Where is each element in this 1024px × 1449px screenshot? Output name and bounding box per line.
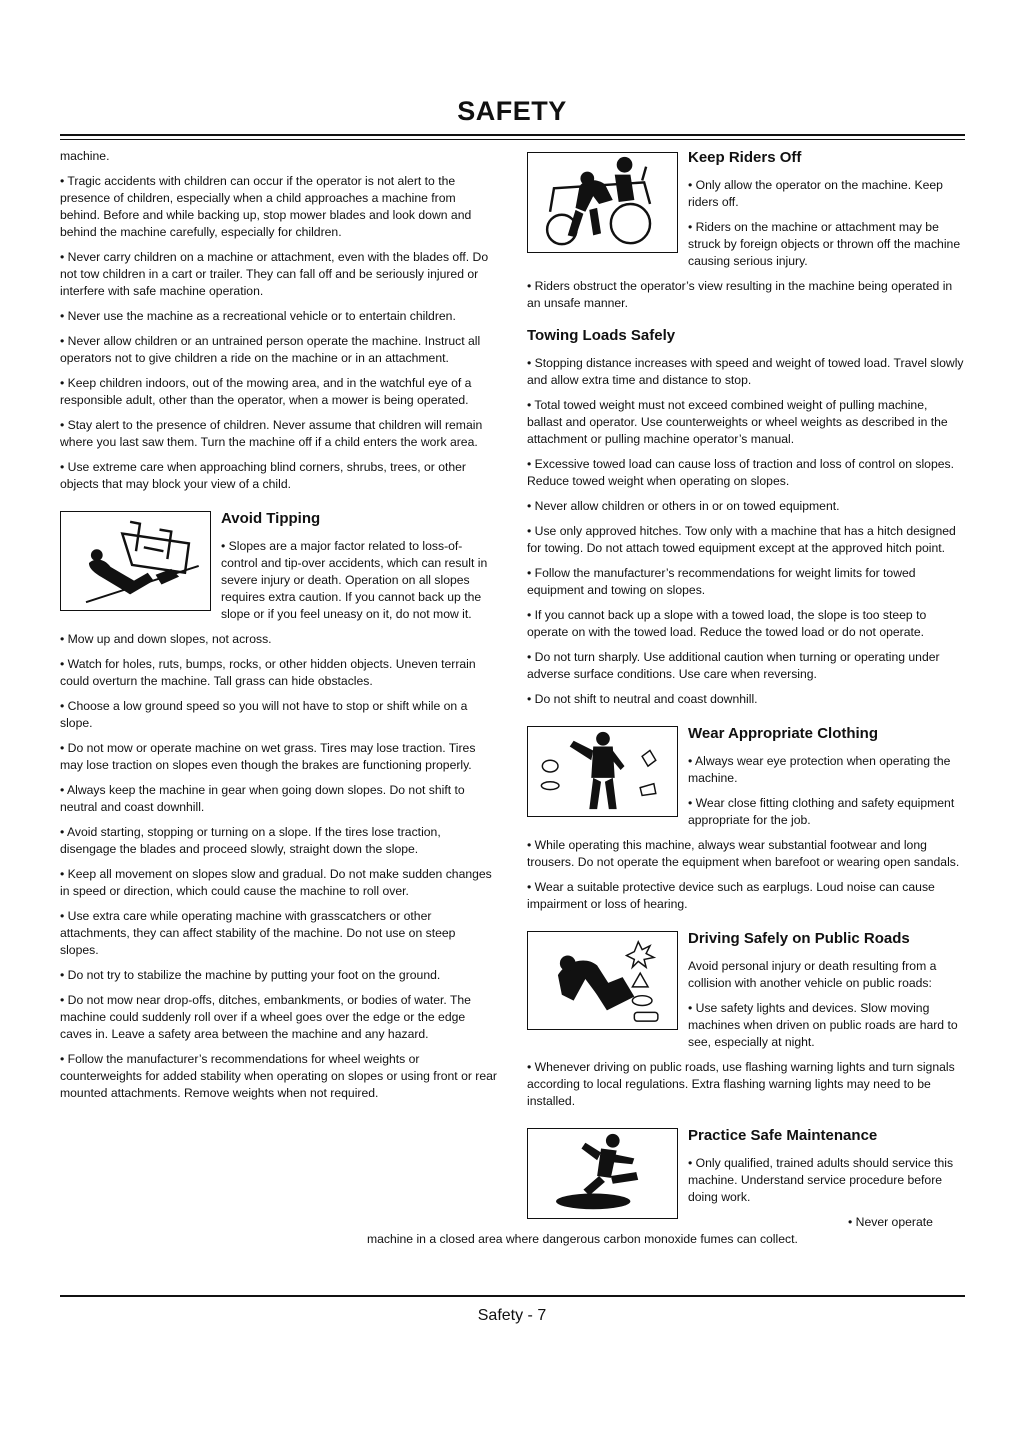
paragraph: • Avoid starting, stopping or turning on a slope. If the tires lose traction, disengage the blades and proceed slowly, straight down the slope. (60, 825, 441, 856)
rider-on-tractor-icon (527, 152, 678, 253)
paragraph: • Whenever driving on public roads, use flashing warning lights and turn signals according to local regulations. Extra flashing warning lights may need to be installed. (527, 1060, 955, 1108)
keep-riders-off-section (527, 148, 964, 270)
clothing-illustration (528, 727, 677, 816)
paragraph: • Stay alert to the presence of children. Never assume that children will remain where you last saw them. Turn the machine off if a child enters the work area. (60, 418, 483, 449)
paragraph: • Do not mow or operate machine on wet grass. Tires may lose traction. Tires may lose traction on slopes even though the brakes are functioning properly. (60, 741, 476, 772)
paragraph: • Stopping distance increases with speed and weight of towed load. Travel slowly and allow extra time and distance to stop. (527, 356, 964, 387)
footer-rule (60, 1295, 965, 1297)
paragraph: • Do not mow near drop-offs, ditches, embankments, or bodies of water. The machine could suddenly roll over if a wheel goes over the edge or the edge caves in. Leave a safety area between the machine and any hazard. (60, 993, 471, 1041)
road-collision-illustration (528, 932, 677, 1029)
paragraph: • Use only approved hitches. Tow only with a machine that has a hitch designed for towing. Do not attach towed equipment except at the approved hitch point. (527, 524, 956, 555)
paragraph: • Wear close fitting clothing and safety equipment appropriate for the job. (688, 796, 955, 827)
slip-hazard-illustration (528, 1129, 677, 1218)
section-title-keep-riders-off: Keep Riders Off (688, 149, 802, 166)
paragraph: • Do not try to stabilize the machine by putting your foot on the ground. (60, 968, 441, 982)
paragraph: • Never use the machine as a recreational vehicle or to entertain children. (60, 309, 456, 323)
paragraph: • Always keep the machine in gear when going down slopes. Do not shift to neutral and coast downhill. (60, 783, 465, 814)
section-title-clothing: Wear Appropriate Clothing (688, 725, 879, 742)
paragraph: • Do not turn sharply. Use additional caution when turning or operating under adverse surface conditions. Use care when reversing. (527, 650, 940, 681)
section-title-public-roads: Driving Safely on Public Roads (688, 930, 910, 947)
paragraph: • Excessive towed load can cause loss of traction and loss of control on slopes. Reduce towed weight when operating on slopes. (527, 457, 954, 488)
paragraph: • Only qualified, trained adults should service this machine. Understand service procedure before doing work. (688, 1156, 954, 1204)
paragraph: • Never carry children on a machine or attachment, even with the blades off. Do not tow children in a cart or trailer. They can fall off and be seriously injured or interfere with safe machine operation. (60, 250, 489, 298)
paragraph: • Total towed weight must not exceed combined weight of pulling machine, ballast and operator. Use counterweights or wheel weights as described in the attachment or pulling machine operator’s manual. (527, 398, 948, 446)
avoid-tipping-section (60, 509, 497, 623)
paragraph: • Watch for holes, ruts, bumps, rocks, or other hidden objects. Uneven terrain could overturn the machine. Tall grass can hide obstacles. (60, 657, 476, 688)
paragraph: • Use extra care while operating machine with grasscatchers or other attachments, they can affect stability of the machine. Do not use on steep slopes. (60, 909, 456, 957)
paragraph: • If you cannot back up a slope with a towed load, the slope is too steep to operate on with the towed load. Reduce the towed load or do not operate. (527, 608, 927, 639)
tipping-tractor-icon (60, 511, 211, 611)
paragraph: • Keep all movement on slopes slow and gradual. Do not make sudden changes in speed or direction, which could cause the machine to roll over. (60, 867, 492, 898)
paragraph: • Follow the manufacturer’s recommendations for weight limits for towed equipment and towing on slopes. (527, 566, 916, 597)
paragraph: • Mow up and down slopes, not across. (60, 632, 272, 646)
protective-clothing-icon (527, 726, 678, 817)
paragraph: Avoid personal injury or death resulting from a collision with another vehicle on public roads: (688, 959, 937, 990)
paragraph: • Tragic accidents with children can occur if the operator is not alert to the presence of children, especially when a child approaches a machine from behind. Before and while backing up, stop mower blades and look down and behind the machine carefully, especially for children. (60, 174, 472, 239)
tipping-tractor-illustration (61, 512, 210, 610)
paragraph: • Slopes are a major factor related to loss-of-control and tip-over accidents, which can result in severe injury or death. Operation on all slopes requires extra caution. If you cannot back up the slope or if you feel uneasy on it, do not mow it. (221, 539, 488, 621)
page-title: SAFETY (457, 96, 567, 126)
paragraph: • Follow the manufacturer’s recommendations for wheel weights or counterweights for added stability when operating on slopes or using front or rear mounted attachments. Remove weights when not required. (60, 1052, 497, 1100)
paragraph: machine. (60, 149, 110, 163)
paragraph: • Wear a suitable protective device such as earplugs. Loud noise can cause impairment or loss of hearing. (527, 880, 935, 911)
paragraph: • Riders on the machine or attachment may be struck by foreign objects or thrown off the machine causing serious injury. (688, 220, 961, 268)
header-rule (60, 134, 965, 140)
rider-tractor-illustration (528, 153, 677, 252)
clothing-section (527, 724, 964, 829)
paragraph: • Never operate machine in a closed area where dangerous carbon monoxide fumes can collect. (367, 1215, 933, 1246)
paragraph: • While operating this machine, always wear substantial footwear and long trousers. Do not operate the equipment when barefoot or wearing open sandals. (527, 838, 960, 869)
public-roads-section (527, 929, 964, 1051)
right-column (367, 148, 964, 1256)
paragraph: • Never allow children or others in or on towed equipment. (527, 499, 840, 513)
paragraph: • Keep children indoors, out of the mowing area, and in the watchful eye of a responsible adult, other than the operator, when a mower is being operated. (60, 376, 472, 407)
maintenance-section (367, 1126, 964, 1248)
left-column (60, 148, 497, 1110)
section-title-towing: Towing Loads Safely (527, 327, 676, 344)
paragraph: • Never allow children or an untrained person operate the machine. Instruct all operators not to give children a ride on the machine or in an attachment. (60, 334, 481, 365)
section-title-maintenance: Practice Safe Maintenance (688, 1127, 878, 1144)
paragraph: • Use safety lights and devices. Slow moving machines when driven on public roads are hard to see, especially at night. (688, 1001, 958, 1049)
road-collision-icon (527, 931, 678, 1030)
paragraph: • Always wear eye protection when operating the machine. (688, 754, 951, 785)
paragraph: • Use extreme care when approaching blind corners, shrubs, trees, or other objects that may block your view of a child. (60, 460, 466, 491)
page-number: Safety - 7 (477, 1307, 547, 1324)
paragraph: • Riders obstruct the operator’s view resulting in the machine being operated in an unsafe manner. (527, 279, 953, 310)
slip-hazard-icon (527, 1128, 678, 1219)
paragraph: • Do not shift to neutral and coast downhill. (527, 692, 758, 706)
paragraph: • Only allow the operator on the machine. Keep riders off. (688, 178, 943, 209)
paragraph: • Choose a low ground speed so you will not have to stop or shift while on a slope. (60, 699, 468, 730)
section-title-avoid-tipping: Avoid Tipping (221, 510, 321, 527)
